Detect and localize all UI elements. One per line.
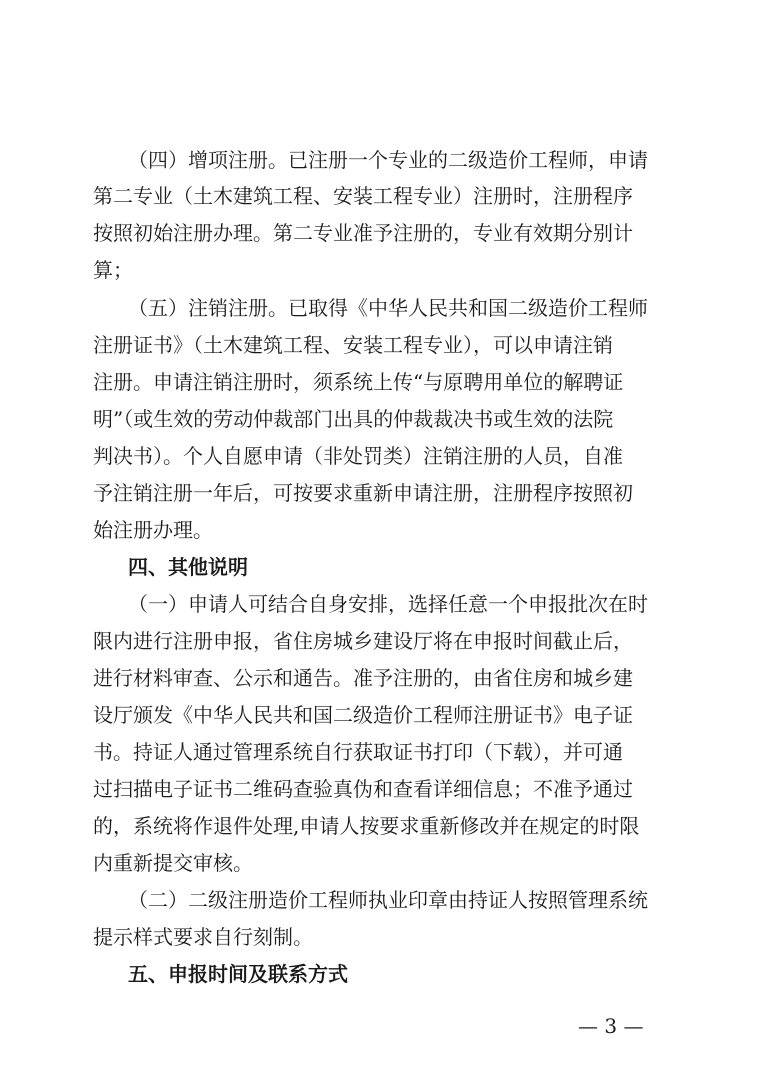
paragraph-line: （一）申请人可结合自身安排，选择任意一个申报批次在时: [128, 592, 648, 616]
section-heading: 五、申报时间及联系方式: [128, 962, 348, 986]
paragraph-line: 注册。申请注销注册时，须系统上传“与原聘用单位的解聘证: [93, 370, 624, 394]
page-number: — 3 —: [578, 1014, 644, 1038]
paragraph-line: 始注册办理。: [93, 518, 213, 542]
paragraph-line: 注册证书》（土木建筑工程、安装工程专业），可以申请注销: [93, 333, 613, 357]
paragraph-line: 的，系统将作退件处理,申请人按要求重新修改并在规定的时限: [93, 814, 640, 838]
paragraph-line: （五）注销注册。已取得《中华人民共和国二级造价工程师: [128, 296, 648, 320]
paragraph-line: 第二专业（土木建筑工程、安装工程专业）注册时，注册程序: [93, 184, 633, 208]
paragraph-line: 过扫描电子证书二维码查验真伪和查看详细信息；不准予通过: [93, 777, 633, 801]
paragraph-line: 书。持证人通过管理系统自行获取证书打印（下载），并可通: [93, 740, 623, 764]
paragraph-line: （二）二级注册造价工程师执业印章由持证人按照管理系统: [128, 888, 648, 912]
paragraph-line: 明”（或生效的劳动仲裁部门出具的仲裁裁决书或生效的法院: [93, 407, 614, 431]
paragraph-line: 判决书）。个人自愿申请（非处罚类）注销注册的人员，自准: [93, 444, 623, 468]
paragraph-line: 设厅颁发《中华人民共和国二级造价工程师注册证书》电子证: [93, 703, 633, 727]
paragraph-line: 进行材料审查、公示和通告。准予注册的，由省住房和城乡建: [93, 666, 633, 690]
paragraph-line: （四）增项注册。已注册一个专业的二级造价工程师，申请: [128, 148, 648, 172]
section-heading: 四、其他说明: [128, 555, 248, 579]
paragraph-line: 按照初始注册办理。第二专业准予注册的，专业有效期分别计: [93, 221, 633, 245]
paragraph-line: 限内进行注册申报，省住房城乡建设厅将在申报时间截止后，: [93, 629, 633, 653]
paragraph-line: 内重新提交审核。: [93, 851, 253, 875]
paragraph-line: 提示样式要求自行刻制。: [93, 925, 313, 949]
paragraph-line: 予注销注册一年后，可按要求重新申请注册，注册程序按照初: [93, 481, 633, 505]
paragraph-line: 算；: [93, 258, 133, 282]
